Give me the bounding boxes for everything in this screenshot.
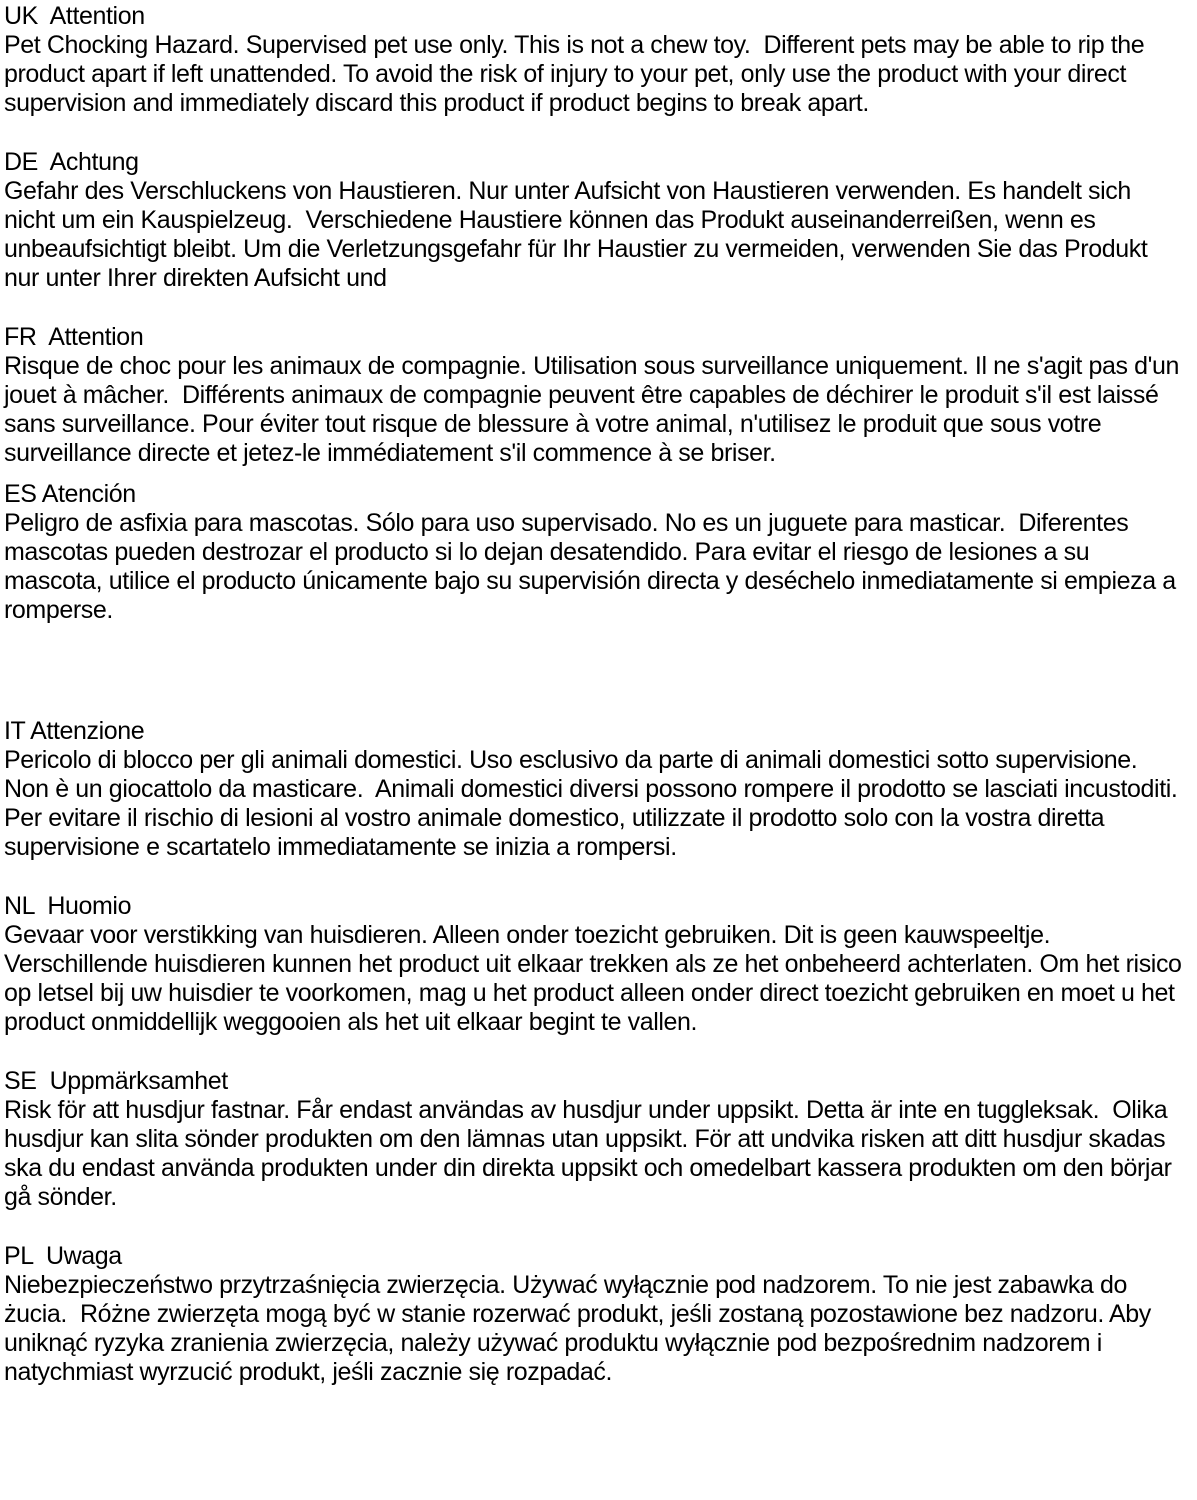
warning-section-pl <box>4 1242 1185 1387</box>
section-heading-de: DE Achtung <box>4 148 139 176</box>
warning-section-fr <box>4 323 1185 468</box>
section-body-pl: Niebezpieczeństwo przytrzaśnięcia zwierzęcia. Używać wyłącznie pod nadzorem. To nie jest zabawka do żucia. Różne zwierzęta mogą być w stanie rozerwać produkt, jeśli zostaną pozostawione bez nadzoru. Aby uniknąć ryzyka zranienia zwierzęcia, należy używać produktu wyłącznie pod bezpośrednim nadzorem i natychmiast wyrzucić produkt, jeśli zacznie się rozpadać. <box>4 1271 1158 1386</box>
section-heading-uk: UK Attention <box>4 2 145 30</box>
section-body-it: Pericolo di blocco per gli animali domestici. Uso esclusivo da parte di animali domestici sotto supervisione. Non è un giocattolo da masticare. Animali domestici diversi possono rompere il prodotto se lasciati incustoditi. Per evitare il rischio di lesioni al vostro animale domestico, utilizzate il prodotto solo con la vostra diretta supervisione e scartatelo immediatamente se inizia a rompersi. <box>4 746 1184 861</box>
section-heading-it: IT Attenzione <box>4 717 145 745</box>
section-body-fr: Risque de choc pour les animaux de compagnie. Utilisation sous surveillance uniquement. Il ne s'agit pas d'un jouet à mâcher. Différents animaux de compagnie peuvent être capables de déchirer le produit s'il est laissé sans surveillance. Pour éviter tout risque de blessure à votre animal, n'utilisez le produit que sous votre surveillance directe et jetez-le immédiatement s'il commence à se briser. <box>4 352 1186 467</box>
warning-section-se <box>4 1067 1185 1212</box>
section-heading-pl: PL Uwaga <box>4 1242 122 1270</box>
section-body-nl: Gevaar voor verstikking van huisdieren. Alleen onder toezicht gebruiken. Dit is geen kauwspeeltje. Verschillende huisdieren kunnen het product uit elkaar trekken als ze het onbeheerd achterlaten. Om het risico op letsel bij uw huisdier te voorkomen, mag u het product alleen onder direct toezicht gebruiken en moet u het product onmiddellijk weggooien als het uit elkaar begint te vallen. <box>4 921 1189 1036</box>
section-heading-nl: NL Huomio <box>4 892 132 920</box>
section-body-uk: Pet Chocking Hazard. Supervised pet use only. This is not a chew toy. Different pets may be able to rip the product apart if left unattended. To avoid the risk of injury to your pet, only use the product with your direct supervision and immediately discard this product if product begins to break apart. <box>4 31 1151 117</box>
section-body-es: Peligro de asfixia para mascotas. Sólo para uso supervisado. No es un juguete para masticar. Diferentes mascotas pueden destrozar el producto si lo dejan desatendido. Para evitar el riesgo de lesiones a su mascota, utilice el producto únicamente bajo su supervisión directa y deséchelo inmediatamente si empieza a romperse. <box>4 509 1183 624</box>
section-body-se: Risk för att husdjur fastnar. Får endast användas av husdjur under uppsikt. Detta är inte en tuggleksak. Olika husdjur kan slita sönder produkten om den lämnas utan uppsikt. För att undvika risken att ditt husdjur skadas ska du endast använda produkten under din direkta uppsikt och omedelbart kassera produkten om den börjar gå sönder. <box>4 1096 1179 1211</box>
warning-section-uk <box>4 2 1185 118</box>
warning-section-nl <box>4 892 1189 1037</box>
warning-section-es <box>4 480 1185 625</box>
section-body-de: Gefahr des Verschluckens von Haustieren. Nur unter Aufsicht von Haustieren verwenden. Es handelt sich nicht um ein Kauspielzeug. Verschiedene Haustiere können das Produkt auseinanderreißen, wenn es unbeaufsichtigt bleibt. Um die Verletzungsgefahr für Ihr Haustier zu vermeiden, verwenden Sie das Produkt nur unter Ihrer direkten Aufsicht und <box>4 177 1154 292</box>
warning-section-de <box>4 148 1185 293</box>
section-heading-se: SE Uppmärksamhet <box>4 1067 228 1095</box>
section-heading-es: ES Atención <box>4 480 136 508</box>
warning-section-it <box>4 717 1185 862</box>
section-heading-fr: FR Attention <box>4 323 144 351</box>
